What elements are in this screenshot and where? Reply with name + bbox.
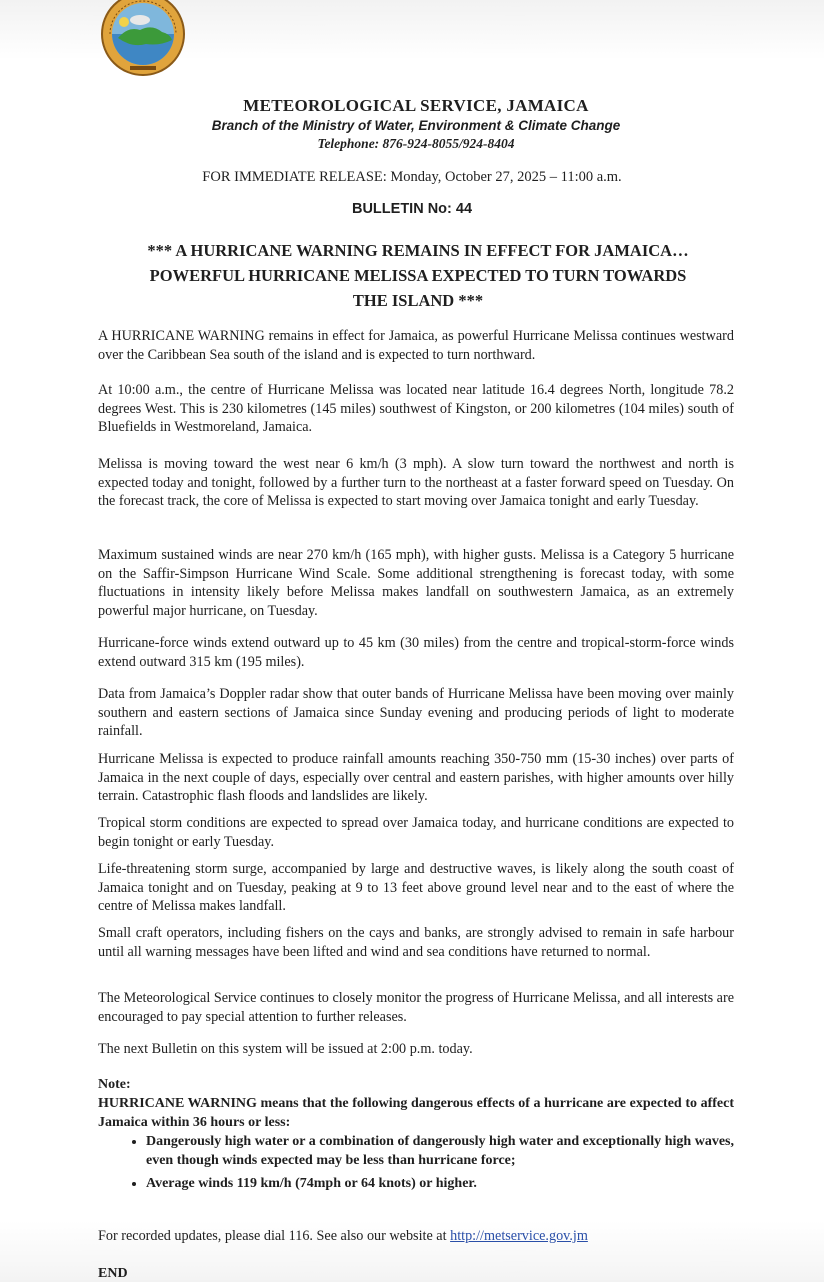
paragraph-conditions: Tropical storm conditions are expected to spread over Jamaica today, and hurricane conditions are expected to begin tonight or early Tuesday.: [98, 815, 734, 850]
updates-text: For recorded updates, please dial 116. See also our website at: [98, 1228, 451, 1244]
organization-name: METEOROLOGICAL SERVICE, JAMAICA: [243, 96, 589, 115]
end-marker: END: [98, 1266, 128, 1281]
note-bullet-list: [98, 1132, 734, 1193]
paragraph-wind-extent: Hurricane-force winds extend outward up to 45 km (30 miles) from the centre and tropical-storm-force winds extend outward 315 km (195 miles).: [98, 635, 734, 670]
headline-line-2: POWERFUL HURRICANE MELISSA EXPECTED TO TURN TOWARDS: [149, 266, 687, 285]
headline-line-1: *** A HURRICANE WARNING REMAINS IN EFFECT FOR JAMAICA…: [147, 241, 689, 260]
telephone: Telephone: 876-924-8055/924-8404: [317, 136, 515, 151]
note-title: Note:: [98, 1077, 131, 1092]
paragraph-rainfall: Hurricane Melissa is expected to produce rainfall amounts reaching 350-750 mm (15-30 inches) over parts of Jamaica in the next couple of days, especially over central and eastern parishes, with higher amounts over hilly terrain. Catastrophic flash floods and landslides are likely.: [98, 751, 734, 804]
website-link[interactable]: http://metservice.gov.jm: [450, 1228, 588, 1244]
paragraph-winds: Maximum sustained winds are near 270 km/h (165 mph), with higher gusts. Melissa is a Category 5 hurricane on the Saffir-Simpson Hurricane Wind Scale. Some additional strengthening is forecast today, with some fluctuations in intensity likely before Melissa makes landfall on southwestern Jamaica, as an extremely powerful major hurricane, on Tuesday.: [98, 547, 734, 619]
note-bullet-1: • Dangerously high water or a combination of dangerously high water and exceptionally high waves, even though winds expected may be less than hurricane force;: [146, 1132, 734, 1170]
paragraph-storm-surge: Life-threatening storm surge, accompanied by large and destructive waves, is likely along the south coast of Jamaica tonight and on Tuesday, peaking at 9 to 13 feet above ground level near and to the east of where the centre of Melissa makes landfall.: [98, 861, 734, 914]
updates-line: [98, 1228, 588, 1245]
note-definition: HURRICANE WARNING means that the following dangerous effects of a hurricane are expected to affect Jamaica within 36 hours or less:: [98, 1096, 734, 1130]
paragraph-radar: Data from Jamaica’s Doppler radar show that outer bands of Hurricane Melissa have been moving over mainly southern and eastern sections of Jamaica since Sunday evening and producing periods of light to moderate rainfall.: [98, 686, 734, 739]
paragraph-small-craft: Small craft operators, including fishers on the cays and banks, are strongly advised to remain in safe harbour until all warning messages have been lifted and wind and sea conditions have returned to normal.: [98, 925, 734, 960]
bulletin-number: BULLETIN No: 44: [351, 201, 473, 217]
ministry-branch: Branch of the Ministry of Water, Environment & Climate Change: [211, 118, 621, 133]
paragraph-next-bulletin: The next Bulletin on this system will be issued at 2:00 p.m. today.: [98, 1041, 473, 1057]
paragraph-warning: A HURRICANE WARNING remains in effect for Jamaica, as powerful Hurricane Melissa continues westward over the Caribbean Sea south of the island and is expected to turn northward.: [98, 328, 734, 363]
paragraph-location: At 10:00 a.m., the centre of Hurricane Melissa was located near latitude 16.4 degrees North, longitude 78.2 degrees West. This is 230 kilometres (145 miles) southwest of Kingston, or 200 kilometres (104 miles) south of Bluefields in Westmoreland, Jamaica.: [98, 382, 734, 435]
note-section: [98, 1075, 734, 1197]
headline: [96, 238, 740, 313]
headline-line-3: THE ISLAND ***: [352, 291, 484, 310]
note-bullet-2: • Average winds 119 km/h (74mph or 64 knots) or higher.: [146, 1174, 734, 1193]
release-line: FOR IMMEDIATE RELEASE: Monday, October 27, 2025 – 11:00 a.m.: [202, 169, 622, 185]
paragraph-movement: Melissa is moving toward the west near 6 km/h (3 mph). A slow turn toward the northwest and north is expected today and tonight, followed by a further turn to the northeast at a faster forward speed on Tuesday. On the forecast track, the core of Melissa is expected to start moving over Jamaica tonight and early Tuesday.: [98, 456, 734, 509]
paragraph-monitoring: The Meteorological Service continues to closely monitor the progress of Hurricane Melissa, and all interests are encouraged to pay special attention to further releases.: [98, 990, 734, 1025]
metservice-logo: [100, 0, 186, 76]
